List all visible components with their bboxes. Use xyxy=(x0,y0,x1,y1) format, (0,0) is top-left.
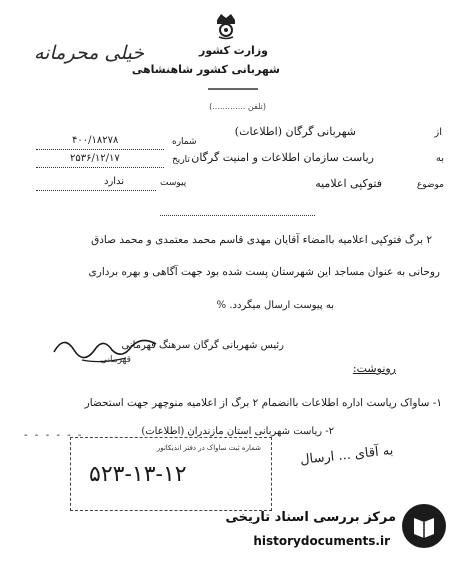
signatory-title: رئیس شهربانی گرگان سرهنگ قهرمانی xyxy=(121,340,284,351)
archive-logo xyxy=(200,500,454,563)
to-value: ریاست سازمان اطلاعات و امنیت گرگان xyxy=(191,151,374,164)
number-dots xyxy=(36,149,164,150)
from-label: از xyxy=(434,127,442,138)
to-label: به xyxy=(435,153,444,164)
crown-emblem-icon xyxy=(213,10,239,40)
subject-label: موضوع xyxy=(416,180,444,190)
subject-value: فتوکپی اعلامیه xyxy=(315,177,382,190)
attachment-value: ندارد xyxy=(104,176,125,187)
date-label: تاریخ xyxy=(172,155,190,165)
stamp-caption: شماره ثبت ساواک در دفتر اندیکاتور xyxy=(156,444,261,452)
archive-name: مرکز بررسی اسناد تاریخی xyxy=(225,510,396,525)
cc-line-2: ۲- ریاست شهربانی استان مازندران (اطلاعات) xyxy=(141,426,334,437)
archive-url: historydocuments.ir xyxy=(253,534,390,548)
number-value: ۴۰۰/۱۸۲۷۸ xyxy=(72,135,119,146)
cc-dashes: - - - - - - xyxy=(24,430,84,441)
classification-handwritten: خیلی محرمانه xyxy=(34,42,145,64)
signature-handwriting: قهرمانی xyxy=(100,355,131,365)
date-dots xyxy=(36,167,164,168)
attachment-dots xyxy=(36,190,156,191)
body-line-2: روحانی به عنوان مساجد این شهرستان پست شده بود جهت آگاهی و بهره برداری xyxy=(88,266,440,278)
body-line-3: به پیوست ارسال میگردد. % xyxy=(216,300,334,311)
phone-line: (تلفن .............) xyxy=(209,102,266,111)
cc-line-1: ۱- ساواک ریاست اداره اطلاعات باانضمام ۲ برگ از اعلامیه منوچهر جهت استحضار xyxy=(84,397,442,409)
header-separator xyxy=(160,215,315,216)
department-name: شهربانی کشور شاهنشاهی xyxy=(131,63,280,76)
ministry-name: وزارت کشور xyxy=(199,44,268,57)
letterhead-ornament xyxy=(208,86,258,92)
stamp-number: ۵۲۳-۱۳-۱۲ xyxy=(89,462,187,487)
date-value: ۲۵۳۶/۱۲/۱۷ xyxy=(70,153,120,164)
number-label: شماره xyxy=(172,137,197,147)
body-line-1: ۲ برگ فتوکپی اعلامیه باامضاء آقایان مهدی قاسم محمد معتمدی و محمد صادق xyxy=(91,234,432,246)
stamp-handwriting: به آقای ... ارسال xyxy=(299,443,395,468)
from-value: شهربانی گرگان (اطلاعات) xyxy=(234,125,356,138)
cc-heading: رونوشت: xyxy=(352,362,396,375)
book-emblem-icon xyxy=(402,504,446,548)
attachment-label: پیوست xyxy=(160,178,187,188)
